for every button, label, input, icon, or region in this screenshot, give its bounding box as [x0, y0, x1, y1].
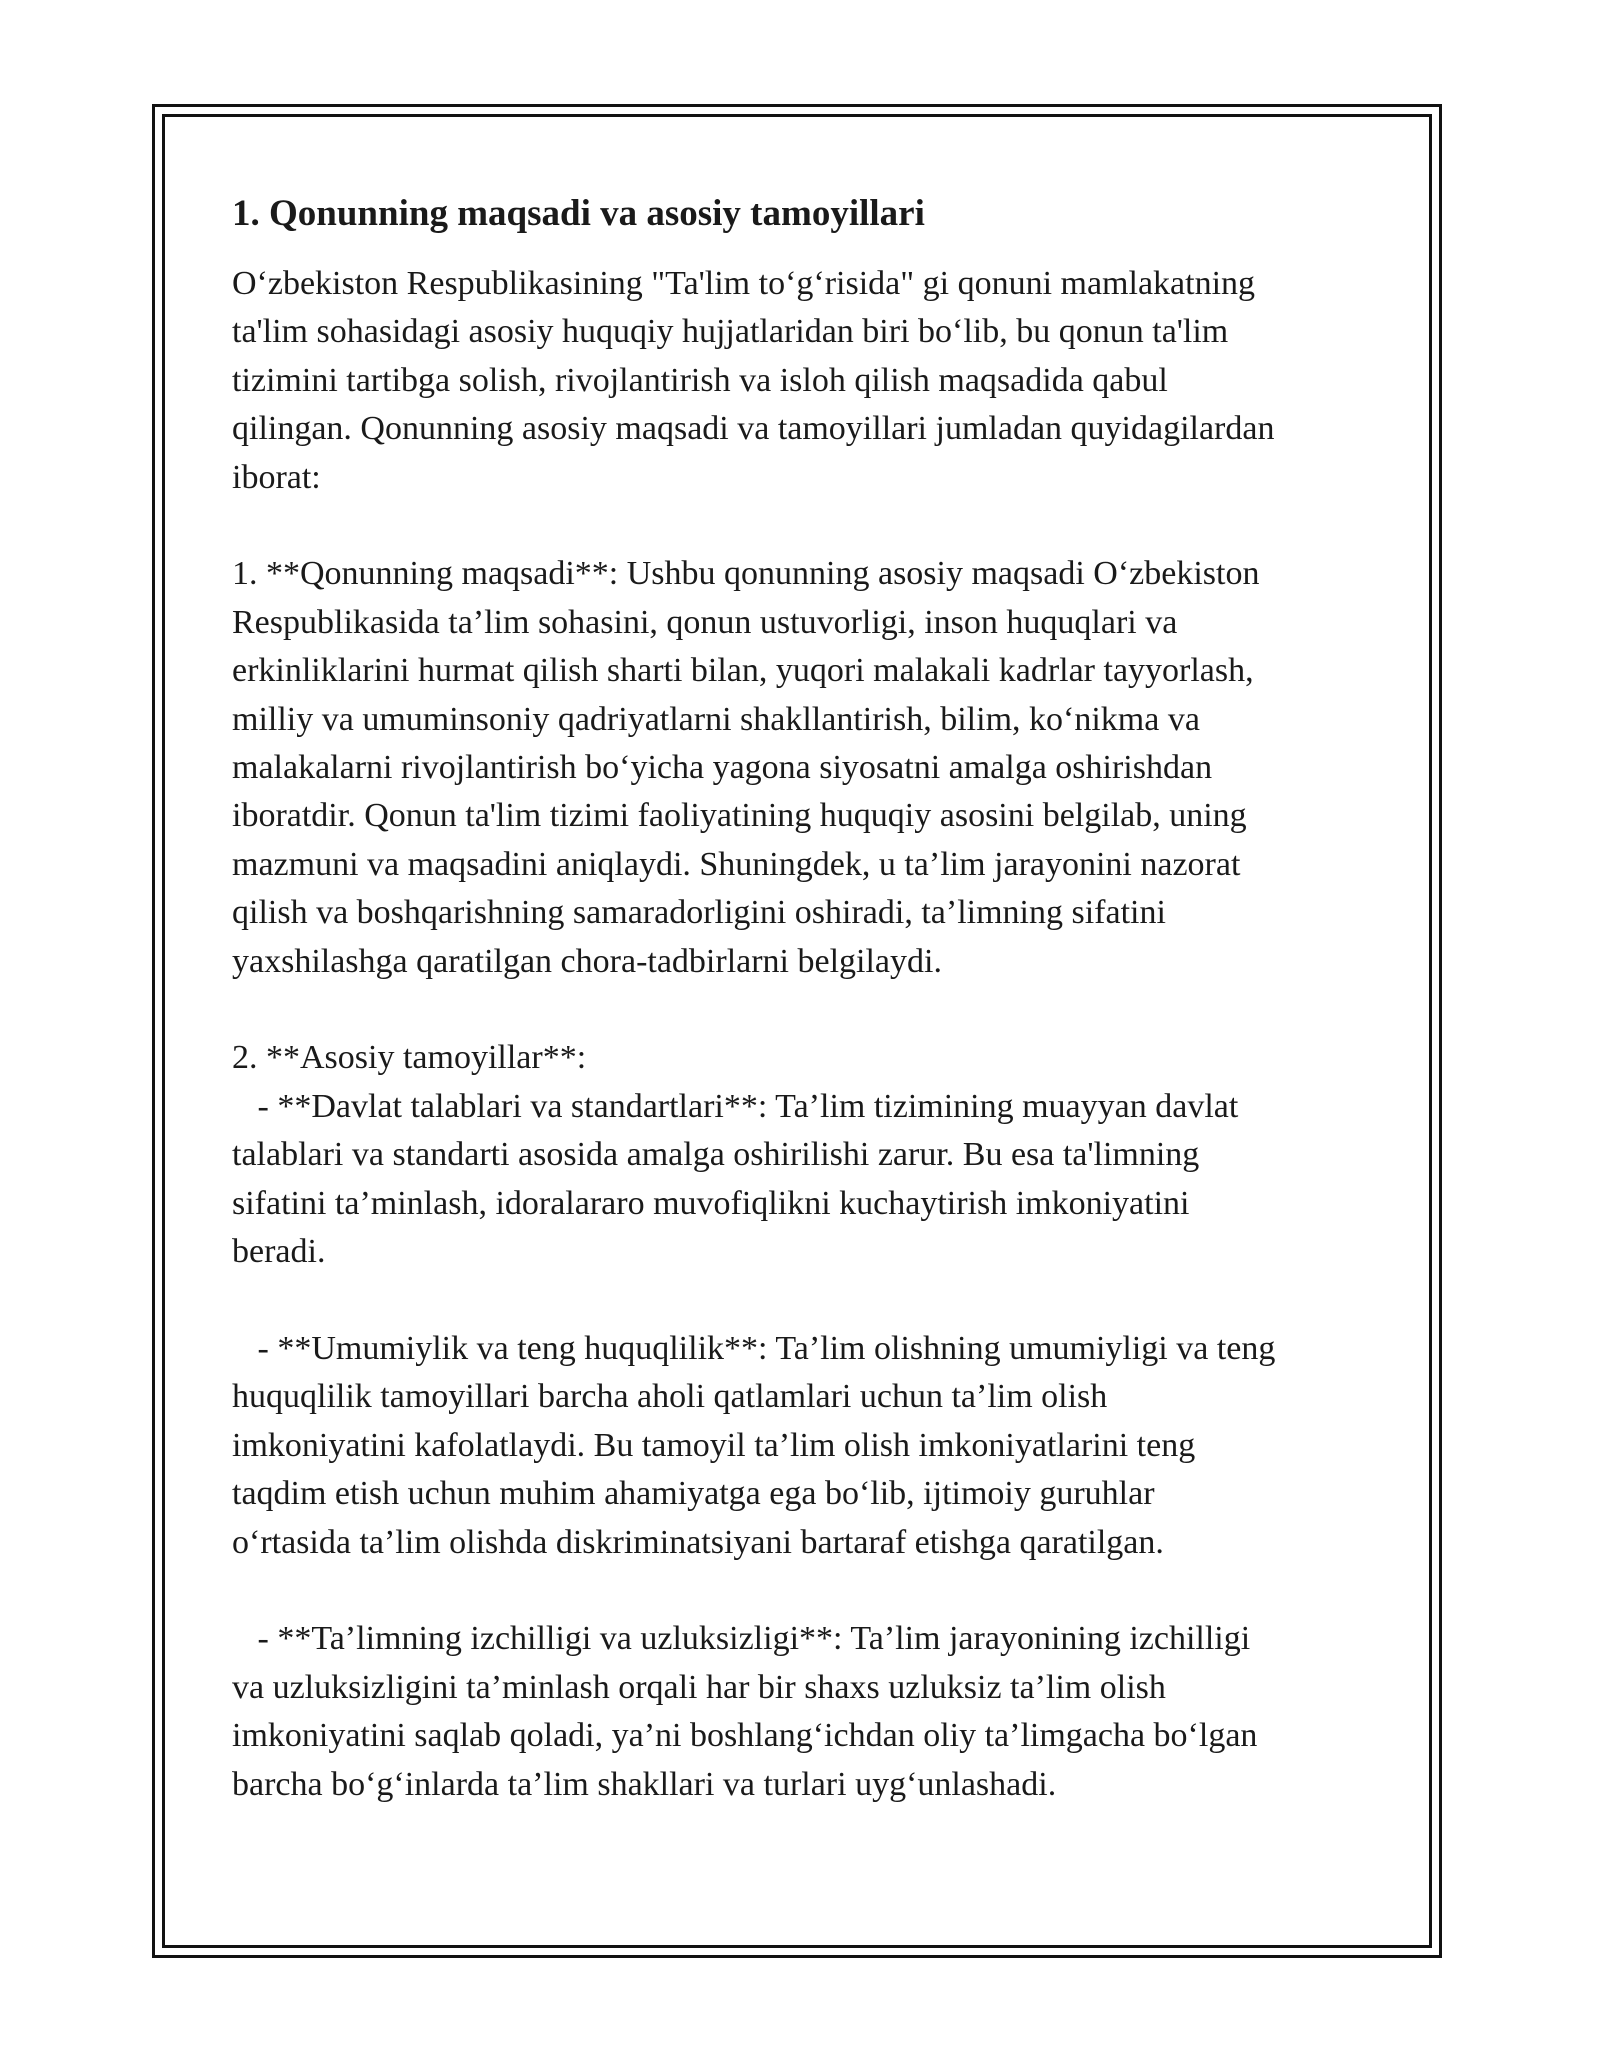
- paragraph-spacer: [232, 986, 1382, 1034]
- page-title: 1. Qonunning maqsadi va asosiy tamoyillari: [232, 193, 925, 234]
- paragraph-spacer: [232, 502, 1382, 550]
- section-2-heading: 2. **Asosiy tamoyillar**:: [232, 1039, 587, 1077]
- principle-1-paragraph: - **Davlat talablari va standartlari**: Ta’lim tizimining muayyan davlat talablari va standarti asosida amalga oshirilishi zarur. Bu esa ta'limning sifatini ta’minlash, idoralararo muvofiqlikni kuchaytirish imkoniyatini beradi.: [232, 1087, 1239, 1271]
- document-body: [232, 192, 1382, 1809]
- intro-paragraph: O‘zbekiston Respublikasining "Ta'lim to‘g‘risida" gi qonuni mamlakatning ta'lim sohasidagi asosiy huquqiy hujjatlaridan biri bo‘lib, bu qonun ta'lim tizimini tartibga solish, rivojlantirish va isloh qilish maqsadida qabul qilingan. Qonunning asosiy maqsadi va tamoyillari jumladan quyidagilardan iborat:: [232, 265, 1275, 496]
- principle-2-paragraph: - **Umumiylik va teng huquqlilik**: Ta’lim olishning umumiyligi va teng huquqlilik tamoyillari barcha aholi qatlamlari uchun ta’lim olish imkoniyatini kafolatlaydi. Bu tamoyil ta’lim olish imkoniyatlarini teng taqdim etish uchun muhim ahamiyatga ega bo‘lib, ijtimoiy guruhlar o‘rtasida ta’lim olishda diskriminatsiyani bartaraf etishga qaratilgan.: [232, 1329, 1276, 1561]
- paragraph-spacer: [232, 1277, 1382, 1325]
- paragraph-spacer: [232, 1567, 1382, 1615]
- section-1-paragraph: 1. **Qonunning maqsadi**: Ushbu qonunning asosiy maqsadi O‘zbekiston Respublikasida ta’lim sohasini, qonun ustuvorligi, inson huquqlari va erkinliklarini hurmat qilish sharti bilan, yuqori malakali kadrlar tayyorlash, milliy va umuminsoniy qadriyatlarni shakllantirish, bilim, ko‘nikma va malakalarni rivojlantirish bo‘yicha yagona siyosatni amalga oshirishdan iboratdir. Qonun ta'lim tizimi faoliyatining huquqiy asosini belgilab, uning mazmuni va maqsadini aniqlaydi. Shuningdek, u ta’lim jarayonini nazorat qilish va boshqarishning samaradorligini oshiradi, ta’limning sifatini yaxshilashga qaratilgan chora-tadbirlarni belgilaydi.: [232, 555, 1260, 980]
- principle-3-paragraph: - **Ta’limning izchilligi va uzluksizligi**: Ta’lim jarayonining izchilligi va uzluksizligini ta’minlash orqali har bir shaxs uzluksiz ta’lim olish imkoniyatini saqlab qoladi, ya’ni boshlang‘ichdan oliy ta’limgacha bo‘lgan barcha bo‘g‘inlarda ta’lim shakllari va turlari uyg‘unlashadi.: [232, 1620, 1258, 1803]
